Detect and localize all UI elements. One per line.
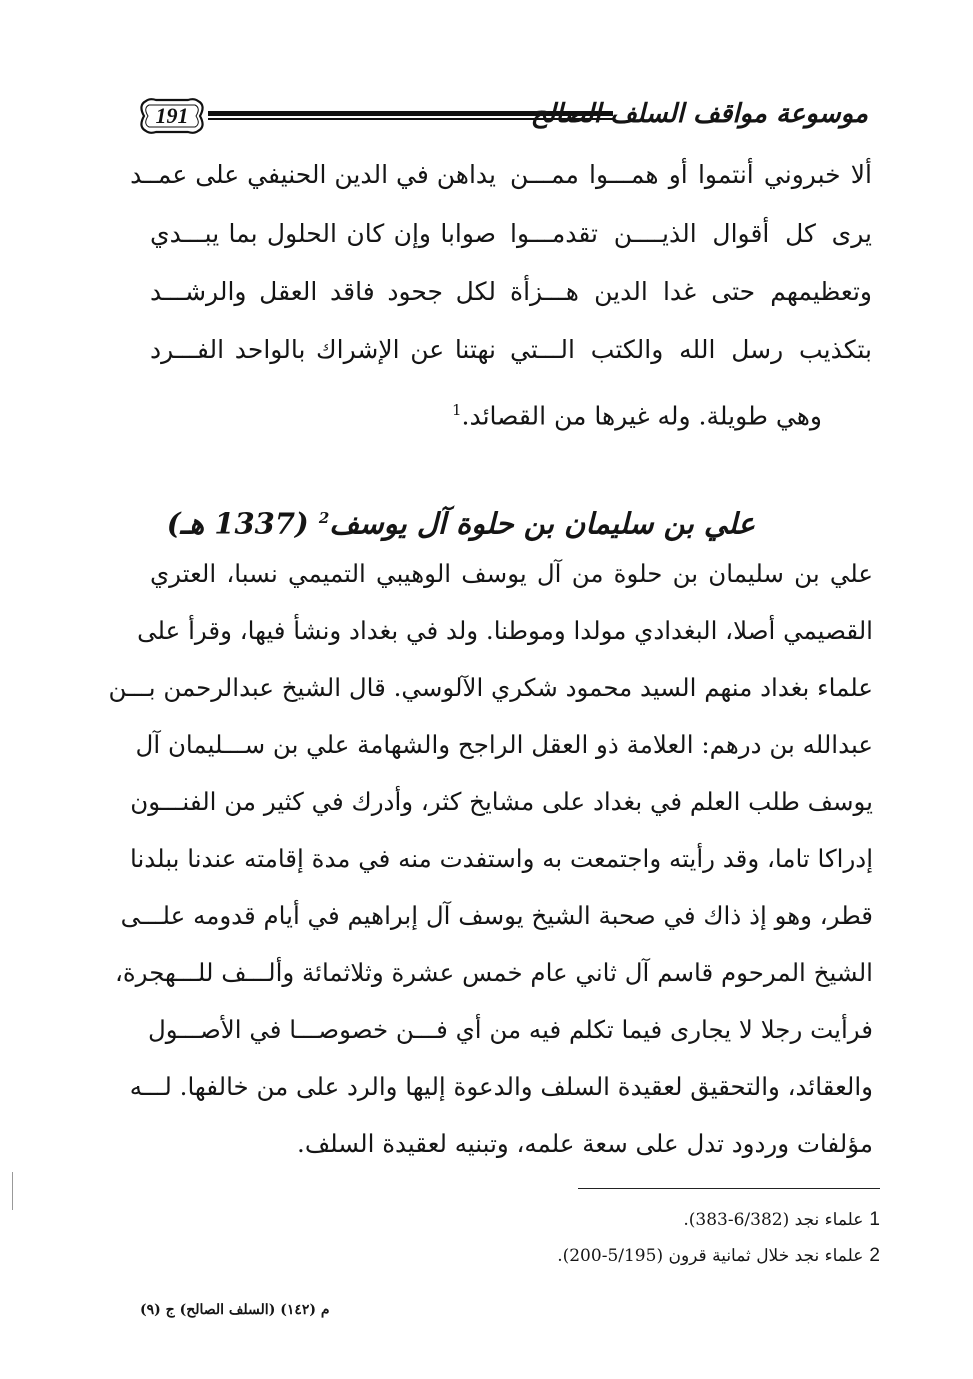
verse-2-first-hemistich: يرى كل أقوال الذيــــن تقدمـــوا — [510, 219, 872, 248]
footnote-text: علماء نجد خلال ثمانية قرون (5/195-200). — [557, 1246, 864, 1266]
poem-closing-text: وهي طويلة. وله غيرها من القصائد. — [461, 401, 822, 431]
paragraph-line: والعقائد، والتحقيق لعقيدة السلف والدعوة إليها والرد على من خالفها. لـــه — [129, 1072, 873, 1101]
footnote-1 — [480, 1205, 880, 1235]
verse-2-second-hemistich: صوابا وإن كان الحلول بما يبـــدي — [150, 219, 496, 248]
footnote-ref-2: 2 — [318, 509, 330, 527]
biography-paragraph — [108, 545, 873, 1172]
paragraph-line: قطر، وهو إذ ذاك في صحبة الشيخ يوسف آل إبراهيم في أيام قدومه علـــى — [120, 901, 873, 930]
paragraph-line: إدراكا تاما، وقد رأيته واجتمعت به واستفدت منه في مدة إقامته عندنا ببلدنا — [129, 844, 873, 873]
paragraph-line: يوسف طلب العلم في بغداد على مشايخ كثر، وأدرك في كثير من الفنـــون — [130, 787, 873, 816]
page-number-badge — [134, 95, 210, 137]
paragraph-line: فرأيت رجلا لا يجارى فيما تكلم فيه من أي فـــن خصوصـــا في الأصـــول — [148, 1015, 873, 1044]
paragraph-line: مؤلفات وردود تدل على سعة علمه، وتبنيه لعقيدة السلف. — [297, 1129, 873, 1158]
verse-3-first-hemistich: وتعظيمهم حتى غدا الدين هـــزأة — [510, 277, 872, 306]
verse-3-second-hemistich: لكل جحود فاقد العقل والرشـــد — [150, 277, 496, 306]
page-number: 191 — [155, 103, 189, 128]
heading-name: علي بن سليمان بن حلوة آل يوسف — [329, 506, 755, 541]
paragraph-line: عبدالله بن درهم: العلامة ذو العقل الراجح والشهامة علي بن ســـليمان آل — [135, 730, 873, 759]
heading-date: (1337 هـ) — [166, 506, 309, 541]
paragraph-line: علي بن سليمان بن حلوة من آل يوسف الوهيبي التميمي نسبا، العتري — [150, 559, 873, 588]
scan-margin-mark — [12, 1172, 13, 1210]
poem-closing-line — [300, 388, 822, 432]
section-heading — [166, 495, 755, 541]
paragraph-line: الشيخ المرحوم قاسم آل ثاني عام خمس عشرة وثلاثمائة وألـــف للـــهجرة، — [114, 958, 873, 987]
footnote-ref-1: 1 — [451, 401, 462, 419]
footnote-text: علماء نجد (6/382-383). — [683, 1210, 864, 1230]
running-title: موسوعة مواقف السلف الصالح — [530, 99, 868, 129]
paragraph-line: علماء بغداد منهم السيد محمود شكري الآلوسي. قال الشيخ عبدالرحمن بـــن — [108, 673, 873, 702]
footnote-number: 1 — [869, 1209, 880, 1230]
verse-1-second-hemistich: يداهن في الدين الحنيفي على عمــد — [130, 160, 496, 189]
printer-signature: م (١٤٢) (السلف الصالح) ج (٩) — [140, 1302, 330, 1318]
verse-4-first-hemistich: بتكذيب رسل الله والكتب الـــتي — [510, 335, 872, 364]
verse-4-second-hemistich: نهتنا عن الإشراك بالواحد الفـــرد — [150, 335, 496, 364]
footnote-separator — [578, 1188, 880, 1189]
footnote-number: 2 — [869, 1245, 880, 1266]
footnote-2 — [480, 1241, 880, 1271]
paragraph-line: القصيمي أصلا، البغدادي مولدا وموطنا. ولد في بغداد ونشأ فيها، وقرأ على — [137, 616, 873, 645]
verse-1-first-hemistich: ألا خبروني أنتموا أو همـــوا ممـــن — [510, 160, 872, 189]
